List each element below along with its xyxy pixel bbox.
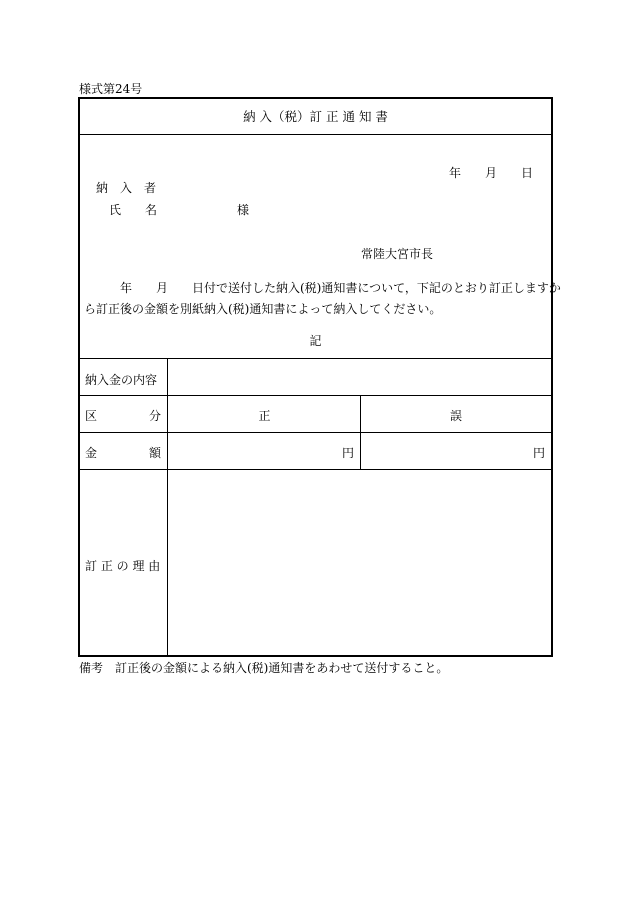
honorific: 様 [237, 203, 250, 217]
yen-unit-wrong: 円 [532, 446, 545, 460]
amount-label-right: 額 [148, 446, 161, 460]
mayor-title: 常陸大宮市長 [361, 247, 434, 261]
table-top-divider [80, 358, 551, 359]
amount-label-left: 金 [85, 446, 98, 460]
row-divider-1 [80, 395, 551, 396]
category-label-left: 区 [85, 409, 98, 423]
form-number: 様式第24号 [79, 82, 143, 96]
correct-column-header: 正 [258, 409, 271, 423]
row-divider-2 [80, 432, 551, 433]
payer-label: 納 入 者 [96, 181, 157, 195]
wrong-column-header: 誤 [449, 409, 462, 423]
ki-heading: 記 [309, 334, 322, 348]
amount-label [85, 444, 161, 461]
name-label: 氏 名 [109, 203, 158, 217]
correction-reason-label: 訂 正 の 理 由 [85, 559, 161, 573]
remarks: 備考 訂正後の金額による納入(税)通知書をあわせて送付すること。 [79, 661, 449, 675]
body-text-line2: ら訂正後の金額を別紙納入(税)通知書によって納入してください。 [84, 302, 442, 316]
category-label [85, 407, 161, 424]
date-label: 年 月 日 [448, 166, 533, 180]
title-divider [80, 134, 551, 135]
correction-notice-form [78, 97, 561, 657]
body-text-line1: 年 月 日付で送付した納入(税)通知書について，下記のとおり訂正しますか [120, 281, 561, 295]
category-label-right: 分 [148, 409, 161, 423]
payment-content-label: 納入金の内容 [85, 373, 158, 387]
label-column-divider [167, 358, 168, 655]
row-divider-3 [80, 469, 551, 470]
form-title: 納 入（税）訂 正 通 知 書 [243, 109, 388, 124]
yen-unit-correct: 円 [341, 446, 354, 460]
